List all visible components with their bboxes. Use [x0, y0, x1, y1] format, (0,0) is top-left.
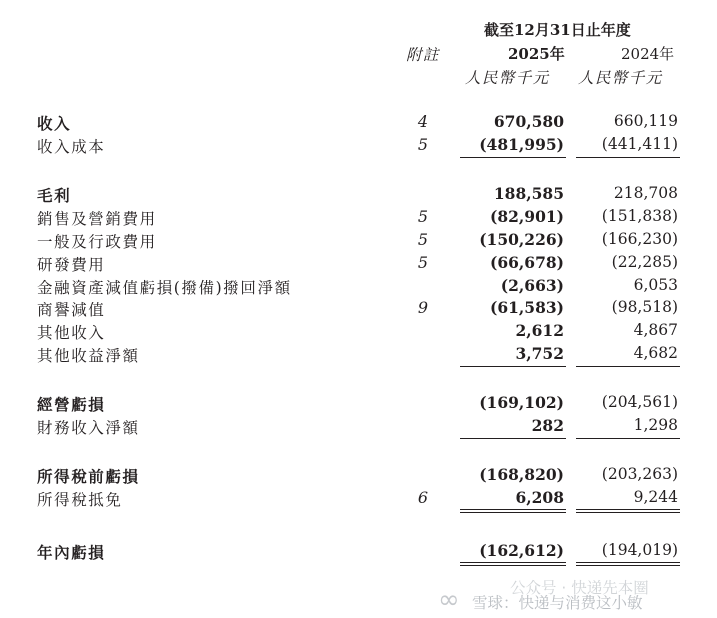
- subtotal-rule-2024: [576, 157, 680, 158]
- value-2025-admin-expenses: (150,226): [479, 230, 564, 249]
- value-2024-goodwill-impairment: (98,518): [611, 298, 678, 316]
- subtotal-double-rule-2025: [460, 512, 566, 513]
- subtotal-double-rule-2025: [460, 509, 566, 510]
- row-note-goodwill-impairment: 9: [417, 298, 429, 317]
- value-2024-operating-loss: (204,561): [601, 393, 678, 411]
- row-note-admin-expenses: 5: [417, 230, 429, 249]
- row-label-other-gains-net: 其他收益淨額: [37, 347, 140, 365]
- value-2024-selling-expenses: (151,838): [601, 207, 678, 225]
- row-note-income-tax-credit: 6: [417, 488, 429, 507]
- unit-2025-header: 人民幣千元: [465, 69, 550, 87]
- value-2024-other-income: 4,867: [633, 321, 678, 339]
- watermark-text: 雪球：快递与消费这小敏: [472, 594, 643, 612]
- value-2025-impairment-financial-assets: (2,663): [500, 276, 564, 295]
- row-note-selling-expenses: 5: [417, 207, 429, 226]
- value-2024-loss-before-tax: (203,263): [601, 465, 678, 483]
- period-title: 截至12月31日止年度: [484, 21, 631, 39]
- row-label-selling-expenses: 銷售及營銷費用: [37, 210, 157, 228]
- value-2025-income-tax-credit: 6,208: [515, 488, 564, 507]
- value-2025-other-income: 2,612: [515, 321, 564, 340]
- row-label-other-income: 其他收入: [37, 324, 106, 342]
- subtotal-rule-2024: [576, 366, 680, 367]
- year-2024-header: 2024年: [621, 45, 675, 63]
- value-2024-impairment-financial-assets: 6,053: [633, 276, 678, 294]
- value-2025-loss-for-year: (162,612): [479, 541, 564, 560]
- value-2025-cost-of-revenue: (481,995): [479, 135, 564, 154]
- value-2024-other-gains-net: 4,682: [633, 344, 678, 362]
- row-label-cost-of-revenue: 收入成本: [37, 138, 106, 156]
- subtotal-rule-2025: [460, 366, 566, 367]
- total-double-rule-2025: [460, 562, 566, 563]
- value-2024-revenue: 660,119: [613, 112, 678, 130]
- row-note-rd-expenses: 5: [417, 253, 429, 272]
- row-label-finance-income-net: 財務收入淨額: [37, 419, 140, 437]
- value-2025-finance-income-net: 282: [531, 416, 564, 435]
- total-double-rule-2025: [460, 565, 566, 566]
- subtotal-rule-2024: [576, 438, 680, 439]
- value-2024-finance-income-net: 1,298: [633, 416, 678, 434]
- value-2025-operating-loss: (169,102): [479, 393, 564, 412]
- unit-2024-header: 人民幣千元: [578, 69, 663, 87]
- value-2024-loss-for-year: (194,019): [601, 541, 678, 559]
- row-label-goodwill-impairment: 商譽減值: [37, 301, 106, 319]
- value-2025-rd-expenses: (66,678): [490, 253, 564, 272]
- year-2025-header: 2025年: [508, 45, 565, 63]
- value-2024-admin-expenses: (166,230): [601, 230, 678, 248]
- row-label-gross-profit: 毛利: [37, 186, 72, 205]
- value-2025-revenue: 670,580: [493, 112, 564, 131]
- total-double-rule-2024: [576, 562, 680, 563]
- value-2025-selling-expenses: (82,901): [490, 207, 564, 226]
- row-note-cost-of-revenue: 5: [417, 135, 429, 154]
- row-label-income-tax-credit: 所得稅抵免: [37, 491, 123, 509]
- row-label-rd-expenses: 研發費用: [37, 256, 106, 274]
- subtotal-rule-2025: [460, 157, 566, 158]
- row-label-admin-expenses: 一般及行政費用: [37, 233, 157, 251]
- row-label-impairment-financial-assets: 金融資產減值虧損(撥備)撥回淨額: [37, 279, 292, 297]
- value-2024-gross-profit: 218,708: [613, 184, 678, 202]
- subtotal-double-rule-2024: [576, 509, 680, 510]
- row-label-revenue: 收入: [37, 114, 72, 133]
- value-2025-gross-profit: 188,585: [493, 184, 564, 203]
- row-label-loss-for-year: 年內虧損: [37, 543, 106, 562]
- notes-column-header: 附註: [406, 46, 440, 64]
- row-note-revenue: 4: [417, 112, 429, 131]
- row-label-loss-before-tax: 所得稅前虧損: [37, 467, 140, 486]
- value-2025-loss-before-tax: (168,820): [479, 465, 564, 484]
- value-2025-other-gains-net: 3,752: [515, 344, 564, 363]
- watermark-logo-icon: ∞: [438, 585, 460, 615]
- value-2024-rd-expenses: (22,285): [611, 253, 678, 271]
- subtotal-double-rule-2024: [576, 512, 680, 513]
- value-2025-goodwill-impairment: (61,583): [490, 298, 564, 317]
- subtotal-rule-2025: [460, 438, 566, 439]
- total-double-rule-2024: [576, 565, 680, 566]
- watermark-overlay-text: 公众号 · 快递先本圈: [510, 579, 649, 597]
- value-2024-cost-of-revenue: (441,411): [601, 135, 678, 153]
- value-2024-income-tax-credit: 9,244: [633, 488, 678, 506]
- row-label-operating-loss: 經營虧損: [37, 395, 106, 414]
